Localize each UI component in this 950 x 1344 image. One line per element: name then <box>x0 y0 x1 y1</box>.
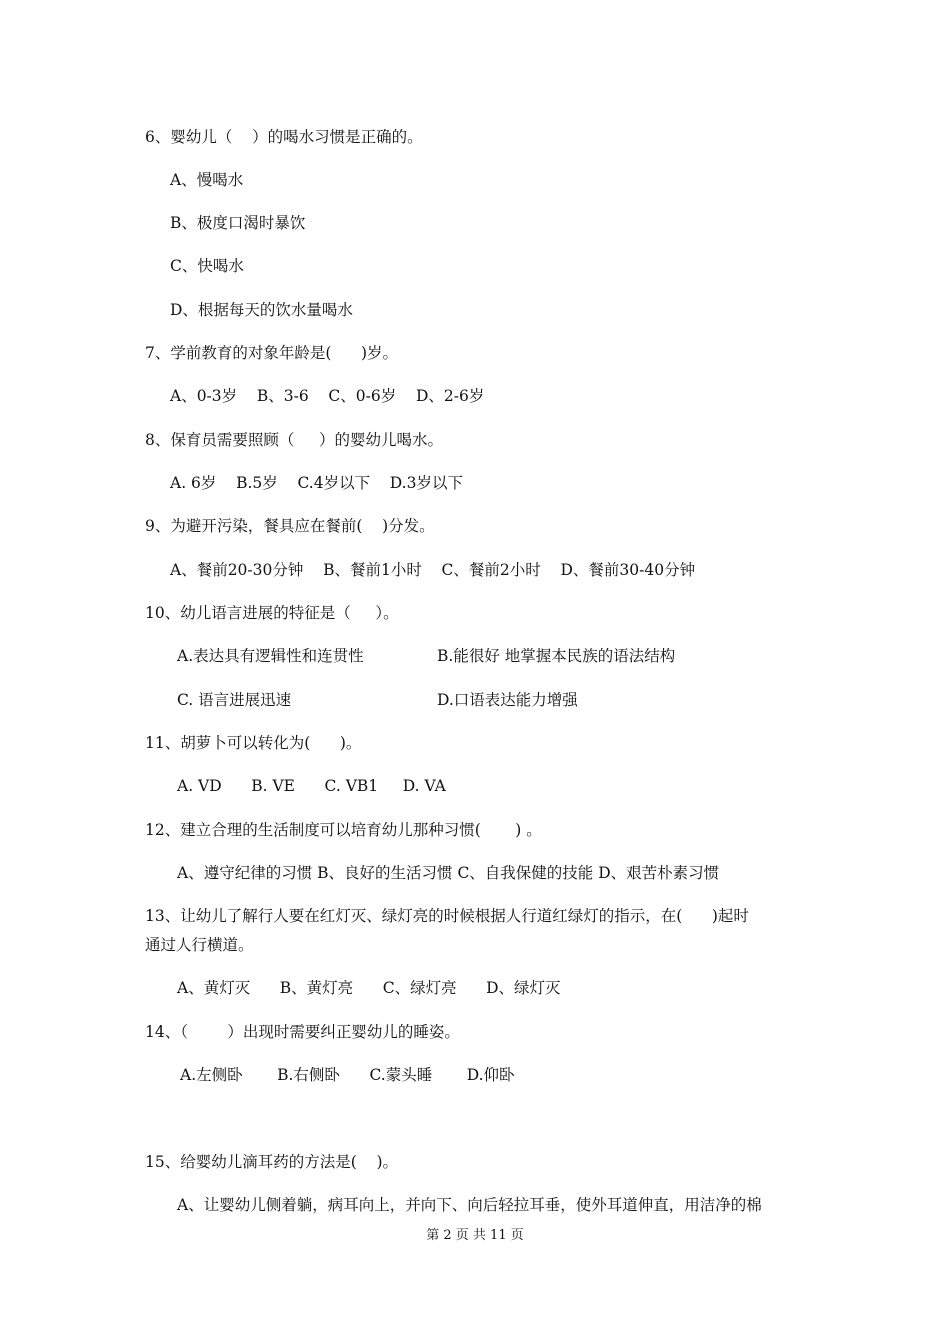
q9-stem: 9、为避开污染，餐具应在餐前( )分发。 <box>145 517 435 535</box>
q6-option-a: A、慢喝水 <box>170 171 244 189</box>
q6-option-c: C、快喝水 <box>170 257 244 275</box>
q10-option-c: C. 语言进展迅速 <box>177 691 292 709</box>
q9-options: A、餐前20-30分钟 B、餐前1小时 C、餐前2小时 D、餐前30-40分钟 <box>170 561 696 579</box>
q12-stem: 12、建立合理的生活制度可以培育幼儿那种习惯( ) 。 <box>145 821 542 839</box>
q15-option-a: A、让婴幼儿侧着躺，病耳向上，并向下、向后轻拉耳垂，使外耳道伸直，用洁净的棉 <box>177 1196 762 1214</box>
q15-stem: 15、给婴幼儿滴耳药的方法是( )。 <box>145 1153 399 1171</box>
q10-stem: 10、幼儿语言进展的特征是（ ）。 <box>145 604 399 622</box>
q14-options: A.左侧卧 B.右侧卧 C.蒙头睡 D.仰卧 <box>180 1066 515 1084</box>
q8-stem: 8、保育员需要照顾（ ）的婴幼儿喝水。 <box>145 431 443 449</box>
q10-option-b: B.能很好 地掌握本民族的语法结构 <box>437 647 676 665</box>
q11-options: A. VD B. VE C. VB1 D. VA <box>177 777 446 795</box>
q13-stem-line2: 通过人行横道。 <box>145 936 254 954</box>
q13-stem-line1: 13、让幼儿了解行人要在红灯灭、绿灯亮的时候根据人行道红绿灯的指示，在( )起时 <box>145 907 749 925</box>
q7-options: A、0-3岁 B、3-6 C、0-6岁 D、2-6岁 <box>170 387 485 405</box>
q10-option-a: A.表达具有逻辑性和连贯性 <box>177 647 364 665</box>
q13-options: A、黄灯灭 B、黄灯亮 C、绿灯亮 D、绿灯灭 <box>177 979 561 997</box>
q10-option-d: D.口语表达能力增强 <box>437 691 578 709</box>
q7-stem: 7、学前教育的对象年龄是( )岁。 <box>145 344 399 362</box>
q11-stem: 11、胡萝卜可以转化为( )。 <box>145 734 362 752</box>
q6-option-b: B、极度口渴时暴饮 <box>170 214 306 232</box>
q6-stem: 6、婴幼儿（ ）的喝水习惯是正确的。 <box>145 128 423 146</box>
page-footer: 第 2 页 共 11 页 <box>426 1228 524 1243</box>
q6-option-d: D、根据每天的饮水量喝水 <box>170 301 353 319</box>
q12-options: A、遵守纪律的习惯 B、良好的生活习惯 C、自我保健的技能 D、艰苦朴素习惯 <box>177 864 720 882</box>
q8-options: A. 6岁 B.5岁 C.4岁以下 D.3岁以下 <box>170 474 463 492</box>
q14-stem: 14、（ ）出现时需要纠正婴幼儿的睡姿。 <box>145 1023 460 1041</box>
